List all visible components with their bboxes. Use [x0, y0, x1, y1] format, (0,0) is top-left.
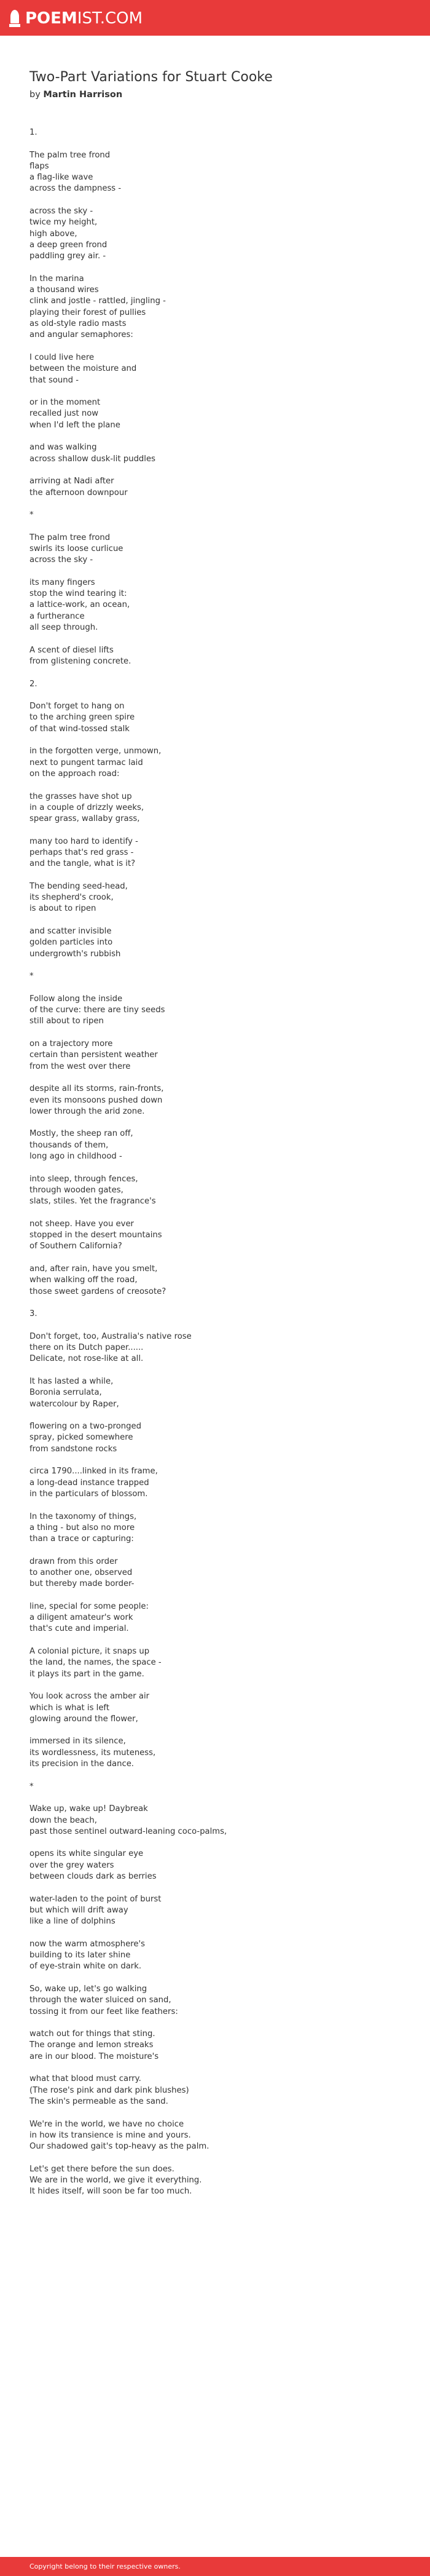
- poem-stanza: [29, 577, 398, 633]
- poem-line: watercolour by Raper,: [29, 1399, 119, 1409]
- poem-line: Follow along the inside: [29, 994, 123, 1004]
- poem-line: on the approach road:: [29, 769, 120, 779]
- poem-line: The palm tree frond: [29, 150, 111, 160]
- poem-line: as old-style radio masts: [29, 319, 127, 329]
- poem-stanza: [29, 701, 398, 735]
- poem-stanza: [29, 1804, 398, 1837]
- poem-line: from the west over there: [29, 1061, 131, 1071]
- poem-title: Two-Part Variations for Stuart Cooke: [29, 69, 273, 85]
- poem-stanza: [29, 1781, 398, 1793]
- poem-line: thousands of them,: [29, 1140, 109, 1150]
- poem-line: It has lasted a while,: [29, 1376, 114, 1386]
- poem-line: that sound -: [29, 375, 79, 385]
- poem-stanza: [29, 881, 398, 915]
- poem-line: (The rose's pink and dark pink blushes): [29, 2085, 189, 2095]
- poem-line: of the curve: there are tiny seeds: [29, 1005, 165, 1015]
- poem-line: arriving at Nadi after: [29, 477, 114, 486]
- poem-line: stop the wind tearing it:: [29, 589, 127, 599]
- poem-stanza: [29, 1084, 398, 1117]
- poem-stanza: [29, 476, 398, 499]
- poem-stanza: [29, 150, 398, 195]
- poem-stanza: [29, 2164, 398, 2198]
- poem-line: lower through the arid zone.: [29, 1106, 145, 1116]
- poem-stanza: [29, 1736, 398, 1770]
- poem-line: glowing around the flower,: [29, 1714, 138, 1724]
- poem-stanza: [29, 1264, 398, 1298]
- poem-line: in the particulars of blossom.: [29, 1489, 148, 1499]
- logo-text-rest: IST.COM: [77, 9, 143, 28]
- poem-line: *: [29, 972, 34, 981]
- poem-stanza: [29, 352, 398, 386]
- pen-nib-icon: [9, 8, 21, 29]
- poem-stanza: [29, 206, 398, 262]
- author-link[interactable]: Martin Harrison: [43, 90, 123, 100]
- poem-stanza: [29, 1512, 398, 1545]
- site-footer: [0, 2557, 430, 2576]
- poem-line: Delicate, not rose-like at all.: [29, 1354, 144, 1364]
- poem-line: the land, the names, the space -: [29, 1658, 162, 1668]
- poem-stanza: [29, 1894, 398, 1928]
- poem-line: across the dampness -: [29, 184, 122, 194]
- poem-line: long ago in childhood -: [29, 1152, 122, 1162]
- poem-line: a thing - but also no more: [29, 1523, 135, 1532]
- poem-stanza: [29, 679, 398, 690]
- poem-line: and angular semaphores:: [29, 330, 133, 340]
- poem-line: past those sentinel outward-leaning coco-palms,: [29, 1826, 227, 1836]
- poem-line: that's cute and imperial.: [29, 1624, 129, 1634]
- poem-line: Don't forget to hang on: [29, 702, 125, 711]
- poem-line: twice my height,: [29, 218, 98, 228]
- site-header: [0, 0, 430, 36]
- poem-stanza: [29, 2119, 398, 2153]
- poem-line: water-laden to the point of burst: [29, 1894, 162, 1904]
- poem-line: swirls its loose curlicue: [29, 544, 123, 553]
- poem-line: Let's get there before the sun does.: [29, 2164, 174, 2174]
- poem-line: even its monsoons pushed down: [29, 1095, 163, 1105]
- poem-stanza: [29, 994, 398, 1028]
- poem-line: tossing it from our feet like feathers:: [29, 2007, 178, 2016]
- poem-stanza: [29, 510, 398, 521]
- poem-line: building to its later shine: [29, 1951, 131, 1960]
- poem-line: like a line of dolphins: [29, 1917, 115, 1927]
- poem-line: Mostly, the sheep ran off,: [29, 1129, 133, 1139]
- poem-line: So, wake up, let's go walking: [29, 1984, 147, 1994]
- poem-stanza: [29, 1174, 398, 1208]
- poem-line: when I'd left the plane: [29, 420, 120, 430]
- poem-line: its wordlessness, its muteness,: [29, 1748, 156, 1758]
- poem-line: watch out for things that sting.: [29, 2029, 155, 2039]
- poem-stanza: [29, 1601, 398, 1635]
- poem-line: We're in the world, we have no choice: [29, 2119, 184, 2129]
- poem-line: in a couple of drizzly weeks,: [29, 803, 144, 812]
- poem-line: in how its transience is mine and yours.: [29, 2130, 191, 2140]
- poem-line: Wake up, wake up! Daybreak: [29, 1804, 148, 1814]
- poem-line: down the beach,: [29, 1815, 97, 1825]
- poem-line: spear grass, wallaby grass,: [29, 814, 140, 824]
- poem-line: of that wind-tossed stalk: [29, 724, 130, 734]
- poem-line: 1.: [29, 128, 37, 137]
- copyright-text: Copyright belong to their respective owners.: [29, 2562, 181, 2570]
- poem-line: the afternoon downpour: [29, 488, 128, 497]
- author-line: [29, 90, 122, 100]
- poem-line: high above,: [29, 229, 77, 239]
- poem-line: clink and jostle - rattled, jingling -: [29, 296, 166, 306]
- poem-line: but which will drift away: [29, 1905, 128, 1915]
- poem-line: between the moisture and: [29, 364, 137, 374]
- poem-line: to the arching green spire: [29, 713, 135, 723]
- poem-line: recalled just now: [29, 409, 99, 419]
- poem-line: despite all its storms, rain-fronts,: [29, 1084, 164, 1094]
- poem-line: its many fingers: [29, 577, 95, 587]
- poem-line: across the sky -: [29, 207, 93, 216]
- poem-stanza: [29, 2074, 398, 2107]
- poem-line: paddling grey air. -: [29, 252, 106, 261]
- poem-stanza: [29, 127, 398, 138]
- poem-line: The orange and lemon streaks: [29, 2040, 154, 2050]
- poem-line: slats, stiles. Yet the fragrance's: [29, 1197, 156, 1207]
- poem-line: circa 1790....linked in its frame,: [29, 1467, 158, 1476]
- poem-line: Boronia serrulata,: [29, 1388, 102, 1398]
- poem-line: a lattice-work, an ocean,: [29, 600, 130, 610]
- poem-line: it plays its part in the game.: [29, 1669, 144, 1679]
- poem-line: A scent of diesel lifts: [29, 645, 114, 655]
- poem-line: into sleep, through fences,: [29, 1174, 138, 1184]
- poem-line: than a trace or capturing:: [29, 1534, 134, 1544]
- poem-line: still about to ripen: [29, 1017, 104, 1026]
- poem-line: stopped in the desert mountains: [29, 1231, 162, 1240]
- poem-stanza: [29, 836, 398, 870]
- poem-stanza: [29, 442, 398, 465]
- poem-line: The bending seed-head,: [29, 881, 128, 891]
- poem-line: a furtherance: [29, 611, 85, 621]
- poem-line: a diligent amateur's work: [29, 1613, 133, 1623]
- poem-line: are in our blood. The moisture's: [29, 2051, 159, 2061]
- poem-line: playing their forest of pullies: [29, 307, 146, 317]
- poem-stanza: [29, 1984, 398, 2018]
- poem-line: The palm tree frond: [29, 533, 111, 542]
- poem-line: all seep through.: [29, 623, 98, 633]
- poem-stanza: [29, 746, 398, 780]
- poem-line: spray, picked somewhere: [29, 1433, 133, 1443]
- poem-line: the grasses have shot up: [29, 791, 132, 801]
- poem-line: Don't forget, too, Australia's native rose: [29, 1331, 192, 1341]
- poem-line: through wooden gates,: [29, 1185, 123, 1195]
- poem-line: perhaps that's red grass -: [29, 848, 134, 857]
- poem-line: next to pungent tarmac laid: [29, 758, 143, 767]
- poem-line: its shepherd's crook,: [29, 893, 114, 903]
- poem-line: across the sky -: [29, 555, 93, 565]
- poem-line: undergrowth's rubbish: [29, 949, 121, 959]
- poem-line: and the tangle, what is it?: [29, 859, 136, 869]
- poem-line: *: [29, 510, 34, 520]
- logo-text: [25, 8, 143, 29]
- site-logo[interactable]: [9, 8, 143, 29]
- poem-stanza: [29, 1219, 398, 1253]
- poem-line: In the marina: [29, 274, 84, 283]
- poem-line: when walking off the road,: [29, 1275, 138, 1285]
- poem-stanza: [29, 645, 398, 668]
- poem-stanza: [29, 1849, 398, 1882]
- poem-line: I could live here: [29, 352, 95, 362]
- by-label: by: [29, 90, 41, 100]
- poem-line: from sandstone rocks: [29, 1444, 117, 1454]
- poem-line: through the water sluiced on sand,: [29, 1995, 171, 2005]
- poem-line: A colonial picture, it snaps up: [29, 1647, 150, 1657]
- poem-stanza: [29, 2029, 398, 2063]
- poem-line: not sheep. Have you ever: [29, 1219, 134, 1229]
- poem-stanza: [29, 1421, 398, 1455]
- poem-stanza: [29, 1331, 398, 1365]
- poem-stanza: [29, 1128, 398, 1162]
- poem-line: flowering on a two-pronged: [29, 1422, 141, 1432]
- poem-line: *: [29, 1781, 34, 1791]
- poem-line: 3.: [29, 1309, 37, 1319]
- poem-stanza: [29, 274, 398, 341]
- poem-line: and scatter invisible: [29, 927, 112, 937]
- poem-line: It hides itself, will soon be far too much.: [29, 2187, 192, 2197]
- poem-line: line, special for some people:: [29, 1601, 149, 1611]
- poem-line: The skin's permeable as the sand.: [29, 2096, 168, 2106]
- poem-line: a deep green frond: [29, 240, 108, 250]
- poem-line: and was walking: [29, 443, 97, 453]
- poem-line: and, after rain, have you smelt,: [29, 1264, 158, 1274]
- poem-line: immersed in its silence,: [29, 1737, 126, 1746]
- poem-line: 2.: [29, 679, 37, 689]
- poem-line: of eye-strain white on dark.: [29, 1962, 142, 1972]
- poem-line: We are in the world, we give it everything.: [29, 2176, 202, 2186]
- poem-line: over the grey waters: [29, 1860, 114, 1870]
- logo-text-bold: POEM: [25, 9, 77, 28]
- poem-line: a flag-like wave: [29, 173, 93, 183]
- poem-line: a long-dead instance trapped: [29, 1478, 149, 1488]
- poem-line: to another one, observed: [29, 1568, 133, 1577]
- poem-stanza: [29, 1691, 398, 1725]
- poem-line: which is what is left: [29, 1703, 110, 1713]
- poem-line: You look across the amber air: [29, 1692, 150, 1702]
- poem-line: now the warm atmosphere's: [29, 1939, 145, 1949]
- poem-stanza: [29, 1556, 398, 1590]
- poem-stanza: [29, 791, 398, 825]
- poem-line: what that blood must carry.: [29, 2074, 141, 2084]
- poem-stanza: [29, 1466, 398, 1500]
- poem-line: Our shadowed gait's top-heavy as the palm.: [29, 2142, 209, 2152]
- poem-line: between clouds dark as berries: [29, 1872, 157, 1882]
- poem-line: certain than persistent weather: [29, 1050, 158, 1060]
- poem-stanza: [29, 1939, 398, 1973]
- poem-stanza: [29, 533, 398, 566]
- poem-stanza: [29, 1646, 398, 1680]
- poem-stanza: [29, 926, 398, 960]
- poem-line: drawn from this order: [29, 1556, 118, 1566]
- poem-stanza: [29, 1039, 398, 1072]
- poem-line: of Southern California?: [29, 1242, 122, 1251]
- poem-line: but thereby made border-: [29, 1579, 135, 1589]
- poem-stanza: [29, 1376, 398, 1410]
- poem-line: its precision in the dance.: [29, 1759, 134, 1769]
- poem-line: In the taxonomy of things,: [29, 1512, 137, 1521]
- poem-line: there on its Dutch paper......: [29, 1343, 144, 1353]
- poem-body: [29, 127, 398, 2209]
- poem-line: across shallow dusk-lit puddles: [29, 454, 155, 464]
- poem-stanza: [29, 971, 398, 982]
- poem-line: many too hard to identify -: [29, 836, 138, 846]
- poem-line: flaps: [29, 161, 49, 171]
- poem-line: on a trajectory more: [29, 1039, 113, 1049]
- poem-line: a thousand wires: [29, 285, 99, 295]
- poem-line: or in the moment: [29, 398, 101, 408]
- poem-line: is about to ripen: [29, 904, 96, 914]
- poem-line: those sweet gardens of creosote?: [29, 1286, 166, 1296]
- poem-line: golden particles into: [29, 938, 113, 948]
- poem-stanza: [29, 397, 398, 431]
- poem-line: from glistening concrete.: [29, 656, 131, 666]
- poem-line: in the forgotten verge, unmown,: [29, 747, 162, 756]
- poem-stanza: [29, 1309, 398, 1320]
- poem-line: opens its white singular eye: [29, 1849, 144, 1859]
